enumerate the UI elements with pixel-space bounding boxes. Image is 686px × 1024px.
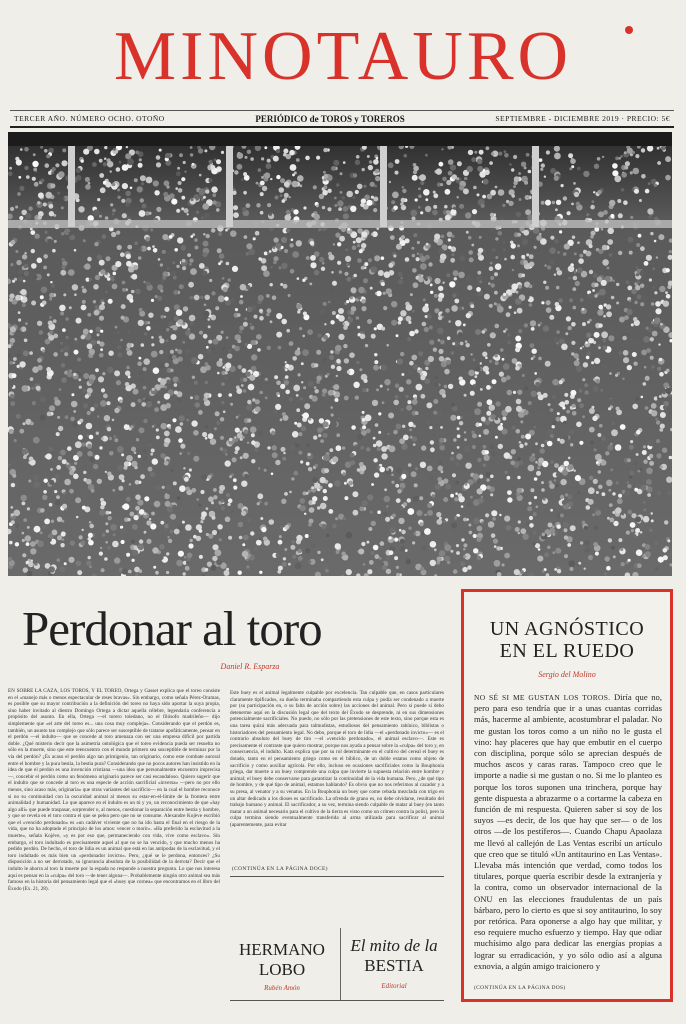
- hermano-lobo-title-line2: LOBO: [258, 960, 306, 979]
- sidebar-byline: Sergio del Molino: [538, 670, 596, 679]
- sidebar-title-line1: UN AGNÓSTICO: [489, 618, 645, 640]
- main-article-continues: (CONTINÚA EN LA PÁGINA DOCE): [232, 866, 328, 872]
- bottom-divider: [340, 928, 341, 1000]
- issue-info: TERCER AÑO. NÚMERO OCHO. OTOÑO: [14, 114, 165, 123]
- hermano-lobo-title-line1: HERMANO: [239, 940, 325, 959]
- bottom-rule: [230, 1000, 444, 1001]
- sidebar-article-box: [461, 589, 673, 1002]
- hermano-lobo-title: [230, 940, 334, 980]
- masthead-title: MINOTAURO: [113, 18, 573, 95]
- masthead: [0, 12, 686, 102]
- mito-bestia-title: [344, 936, 444, 976]
- main-article-col1: EN SOBRE LA CAZA, LOS TOROS, Y EL TOREO, Ortega y Gasset explica que el toreo consiste en el «manejo más o menos espectacular de reses bravas». Sin embargo, como señala Pérez-Oramas, es posible que su mayor contribución a la definición del toreo no haya sido aportar la suya propia, sino haber invitado al diestro Domingo Ortega a dictar aquella célebre, legendaria conferencia a propósito del asunto. En ella, Ortega —el torero toledano, no el filósofo madrileño— dijo simplemente que «el arte del toreo es... una cosa muy compleja». Considerando que el perdón es, también, un asunto tan complejo que sólo parece ser susceptible de tratarse apofáticamente, pensar en el perdón —el indulto— que se concede al toro amenaza con ser una empresa difícil por partida doble. ¿Qué misterio decir que la asimetría ontológica que el toreo evidencia pueda ser resuelta no sólo en la muerte, sino que este reencuentro con el mundo primero sea susceptible de terminar por la vía del perdón? ¿Es acaso el perdón algo tan primigenio, tan originario, como este combate auroral entre el hombre y la pura bestia, la bestia pura? Considerando que no pocos autores han insistido en la idea de que el perdón es una invención cristiana —una idea que personalmente encuentro imprecisa—, concebir el perdón como un fenómeno originario parece ser casi escandaloso. Quiero sugerir que el indulto que se concede al toro es una especie de acción sacrificial «inversa» —pero no por ello menos, sino acaso más, originaria» que otras variantes del sacrificio— en la cual el hombre reconoce si no su continuidad con la oscuridad animal al menos su estar-en-el-límite de la frontera entre animalidad y humanidad. Lo que aparece en el indulto es un tú y yo, un reconocimiento de que «hay algo allí» que puede traspasar, sorprender o, al menos, cuestionar la separación entre bestia y hombre, y que se revela en el toro contra el que se pelea pero que no se consume. Alexandre Kojève escribió que el «vencido perdonado» es «un cadáver viviente que no ha ido hasta el final en el riesgo de la vida, que no ha adoptado el principio de los amos: vencer o morir». «Ha preferido la esclavitud a la muerte», señala Kojève, «y es por eso que, permaneciendo con vida, vive como esclavo». Sin embargo, el toro indultado es precisamente aquel al que no se ha vencido, y que mucho menos ha pedido perdón. De hecho, el toro de lidia es un animal que está en las antípodas de la esclavitud, y el toro indultado es más bien un «perdonador invicto». Pero, ¿qué se le perdona, entonces? ¿Su disposición a no ser derrotado, su ignorancia absoluta de la posibilidad de la derrota? Decir que el indulto le ahorra al toro la muerte por la espada no responde a nuestra pregunta. Lo que nos interesa aquí es pensar en la «culpa» del toro —de tener alguna—. Probablemente ningún otro animal sea más famoso en la historia del pensamiento legal que el «buey que cornea» que encontramos en el libro del Éxodo (Ex. 21, 28).: [8, 688, 220, 892]
- bullring-crowd-photo: [8, 132, 672, 576]
- mito-bestia-title-line1: El mito de la: [350, 936, 438, 955]
- hermano-lobo-byline: Rubén Amón: [264, 984, 300, 992]
- sidebar-body: [474, 692, 662, 982]
- main-article-col2: Este buey es el animal legalmente culpable por excelencia. Tan culpable que, en casos particulares claramente tipificados, su dueño terminaba compartiendo esta culpa y podía ser condenado a muerte por (su participación en, o su falta de acción sobre) las acciones del animal. Pero si puede sí debo detenerme aquí en la discusión legal que del texto del Éxodo se desprende, ni en sus dimensiones potencialmente sacrificiales. No puedo, no sólo por las pretensiones de este texto, sino porque esta es una tarea quizá más adecuada para talmudistas, estudiosos del pensamiento rabínico, biblistas o historiadores del pensamiento legal. No debo, porque el toro de lidia —el «perdonado invicto»— es el contrario absoluto del buey de tiro —el «vencido perdonado», el animal esclavo—. Este es precisamente el contraste que quiero mostrar, porque nos ayuda a pensar sobre la «culpa» del toro y, en consecuencia, el indulto. Katz explica que por su rol determinante en el cultivo del cereal el buey es dotado, tanto en el pensamiento griego como en el bíblico, de un doble estatus como objeto de sacrificio y como auxiliar agrícola. Por ello, incluso en ocasiones sacrificiales como la Bouphonia griega, dar muerte a un buey comprende una culpa que invierte la supuesta relación entre hombre y animal; el buey debe conservarse para garantizar la continuidad de la vida humana. Pero, ¿de qué tipo de hombre, y de qué tipo de animal, estamos hablando? Es obvio que no nos referimos al cazador y a su presa, al venator y a su venatus. En la Bouphonia un buey que come cebada mezclada con trigo en un altar dedicado a los dioses es sacrificado. La ofrenda de grano es, no debe olvidarse, resultado del trabajo humano y animal. El sacrificador, a su vez, termina siendo culpable de matar al buey (en tanto matar a un animal necesario para el cultivo de la tierra es visto como un crimen contra la polis), pero la culpa termina siendo eventualmente transferida al arma utilizada para sacrificar al animal (aparentemente, para evitar: [230, 690, 444, 828]
- masthead-o-dot-icon: [621, 22, 637, 38]
- divider: [230, 876, 444, 877]
- main-byline: Daniel R. Esparza: [220, 662, 280, 671]
- publication-tagline: PERIÓDICO de TOROS y TOREROS: [255, 113, 405, 124]
- crowd-photo-icon: [8, 132, 672, 576]
- sidebar-title: [464, 618, 670, 662]
- sidebar-body-text: Diría que no, pero para eso tendría que ir a unas cuantas corridas más, hacerme al ambiente, acostumbrar el paladar. No me gustan los toros como a un niño no le gusta el vino: hay placeres que hay que embutir en el cuerpo con disciplina, porque sólo se aprecian después de muchos ascos y caras raras. Tampoco creo que le importe a nadie si me gustan o no. Si me lo planteo es porque los toros suponen una trinchera, porque hay gente dispuesta a abrazarme o a cortarme la cabeza en función de mi respuesta. Quieren saber si soy de los suyos —es decir, de los que hay que ser— o de los otros —de los pestíferos—. Cuando Chapu Apaolaza me llevó al callejón de Las Ventas escribí un artículo que creo que se tituló «Un antitaurino en Las Ventas». Llevaba más intención que verdad, como todos los titulares, porque quería escribir desde la extranjería y la contra, como un observador internacional de la ONU en las elecciones fraudulentas de un país bárbaro, pero lo cierto es que si soy antitaurino, lo soy por retórica. Para oponerse a algo hay que militar, y eso requiere mucho esfuerzo y tiempo. Hay que odiar muchísimo algo para dedicar las energías propias a lograr su erradicación, y yo sólo odio así a alguna exnovia, a algún amigo traicionero y: [474, 692, 662, 971]
- sidebar-lead: NO SÉ SI ME GUSTAN LOS TOROS.: [474, 693, 611, 702]
- date-price: SEPTIEMBRE - DICIEMBRE 2019 · PRECIO: 5€: [495, 114, 670, 123]
- info-bar: [10, 110, 674, 128]
- mito-bestia-title-line2: BESTIA: [364, 956, 424, 975]
- sidebar-continues: (CONTINÚA EN LA PÁGINA DOS): [474, 985, 566, 991]
- mito-bestia-byline: Editorial: [381, 982, 407, 990]
- sidebar-title-line2: EN EL RUEDO: [499, 640, 635, 662]
- main-headline: Perdonar al toro: [22, 601, 322, 656]
